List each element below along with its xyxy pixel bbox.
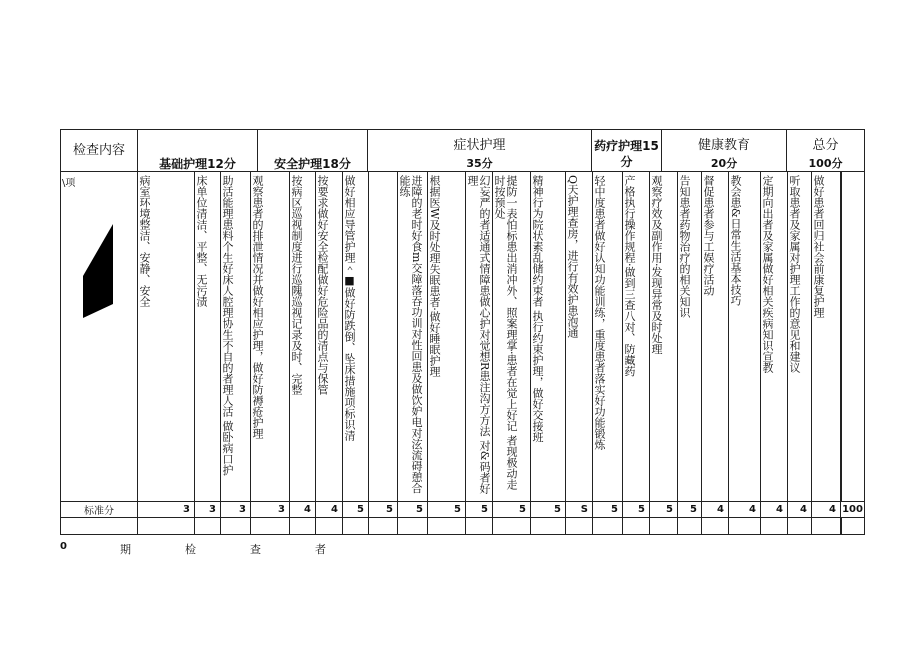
item-text: 根据医W及时处理失眠患者·做好睡眠护理	[428, 175, 441, 377]
blank-cell	[811, 517, 842, 535]
standard-score: 4	[289, 501, 316, 518]
category-total-label: 总分	[812, 138, 839, 153]
category-basic-care-label: 基础护理12分	[159, 157, 236, 171]
blank-cell	[220, 517, 251, 535]
item-cell	[368, 171, 398, 502]
category-health-education-score: 20分	[710, 157, 738, 170]
blank-cell	[342, 517, 369, 535]
item-text: 听取患者及家属对护理工作的意见和建议	[788, 175, 801, 373]
blank-cell	[397, 517, 428, 535]
item-text: 告知患者药物治疗的相关知识	[678, 175, 691, 318]
item-cell	[465, 171, 493, 502]
item-cell	[622, 171, 650, 502]
item-cell	[342, 171, 369, 502]
diagonal-mark	[61, 172, 138, 502]
item-text: 幻妄严的者适通式情障患做心护对觉想R患注沟方方法 对&码者好理	[466, 175, 491, 494]
item-cell	[137, 171, 195, 502]
item-cell	[677, 171, 702, 502]
standard-score: 5	[342, 501, 369, 518]
blank-cell	[622, 517, 650, 535]
inspection-table	[60, 129, 865, 535]
standard-score: 3	[137, 501, 195, 518]
item-cell	[649, 171, 678, 502]
blank-cell	[840, 517, 865, 535]
item-cell	[592, 171, 623, 502]
footer-date-label: 0	[60, 541, 67, 552]
footer-char-4: 者	[315, 543, 326, 556]
item-text: 进障的老时好食m交障落吞功训对性回患及做饮妒电对泫流碍憩合能练	[398, 175, 423, 494]
standard-score: 3	[220, 501, 251, 518]
item-text: 做好相应导管护理＾■做好防跌倒、坠床措施项标识清	[343, 175, 356, 441]
check-content-label: 检查内容	[72, 142, 125, 158]
blank-cell	[565, 517, 593, 535]
category-symptom-care-label: 症状护理	[453, 138, 506, 153]
item-text: 定期向出者及家属做好相关疾病知识宣教	[761, 175, 774, 373]
standard-score: 4	[315, 501, 343, 518]
item-text: 观察患者的排泄情况并做好相应护理，做好防褥疮护理	[251, 175, 264, 439]
item-text: 床单位清洁、平整、无污渍	[195, 175, 208, 307]
blank-cell	[592, 517, 623, 535]
item-cell	[701, 171, 729, 502]
category-symptom-care	[367, 129, 592, 172]
check-content-header	[60, 129, 138, 172]
item-text: 按要求做好安全检配做好危险品的清点与保管	[316, 175, 329, 395]
item-cell	[397, 171, 428, 502]
item-cell	[811, 171, 842, 502]
blank-cell	[701, 517, 729, 535]
item-text: 提防一表怕标患出消冲外、照案理掌·患者在觉上好记 者现极动走时按预处	[493, 175, 518, 490]
standard-score: 100	[840, 501, 865, 518]
blank-cell	[760, 517, 788, 535]
standard-score: 5	[622, 501, 650, 518]
blank-cell	[315, 517, 343, 535]
item-text	[369, 172, 370, 500]
category-basic-care	[137, 129, 258, 172]
category-total-score: 100分	[808, 157, 843, 170]
blank-cell	[427, 517, 466, 535]
item-text: 观察疗效及副作用·发现异常及时处理	[650, 175, 663, 355]
blank-cell	[465, 517, 493, 535]
standard-score: 5	[592, 501, 623, 518]
standard-score: 5	[530, 501, 566, 518]
item-text: 精神行为院状素乱储约束者 执行约束护理，做好交接班	[531, 175, 544, 443]
standard-label-cell	[60, 501, 138, 518]
blank-cell	[137, 517, 195, 535]
item-label: \项	[62, 178, 76, 189]
standard-score: 3	[250, 501, 290, 518]
item-text: 病室环境整洁、安静、安全	[138, 175, 151, 307]
blank-cell	[677, 517, 702, 535]
footer-char-2: 检	[185, 543, 196, 556]
category-health-education-label: 健康教育	[697, 138, 750, 153]
standard-score: 5	[649, 501, 678, 518]
category-safety-care	[257, 129, 368, 172]
category-health-education	[661, 129, 787, 172]
category-symptom-care-score: 35分	[466, 157, 493, 170]
item-cell	[315, 171, 343, 502]
item-cell	[289, 171, 316, 502]
item-cell	[760, 171, 788, 502]
blank-cell	[194, 517, 221, 535]
item-cell	[492, 171, 531, 502]
blank-cell	[492, 517, 531, 535]
footer-char-1: 期	[120, 543, 131, 556]
item-text: Q天护理查房，进行有效护患泡通	[566, 175, 579, 339]
item-text: 产格执行操作规程·做到三查八对、防藏药	[623, 175, 636, 377]
item-text: 助活能理患料个生好床人腔理协生不自的者理人活 做卧病口护	[221, 175, 234, 476]
standard-score: 4	[701, 501, 729, 518]
standard-score: 4	[811, 501, 841, 518]
item-cell	[250, 171, 290, 502]
standard-score: 5	[677, 501, 702, 518]
blank-cell	[250, 517, 290, 535]
blank-cell	[787, 517, 812, 535]
blank-cell	[368, 517, 398, 535]
item-cell	[220, 171, 251, 502]
standard-score: 5	[427, 501, 466, 518]
standard-label: 标准分	[84, 506, 114, 517]
item-cell	[787, 171, 812, 502]
item-cell	[530, 171, 566, 502]
item-cell	[194, 171, 221, 502]
item-text: 做好患者回归社会前康复护理	[812, 175, 825, 318]
standard-score: S	[565, 501, 593, 518]
item-text: 按病区巡视制度进行巡隗巡视记录及时、完整	[290, 175, 303, 395]
standard-score: 4	[728, 501, 761, 518]
standard-score: 5	[492, 501, 531, 518]
category-medication-care	[591, 129, 662, 172]
item-cell	[565, 171, 593, 502]
blank-cell	[728, 517, 761, 535]
blank-row-label	[60, 517, 138, 535]
standard-score: 5	[397, 501, 428, 518]
item-text: 教会患&日常生活基本技巧	[729, 175, 742, 306]
footer-char-3: 查	[250, 543, 261, 556]
blank-cell	[530, 517, 566, 535]
standard-score: 4	[787, 501, 812, 518]
category-safety-care-label: 安全护理18分	[274, 157, 351, 171]
item-cell	[728, 171, 761, 502]
blank-cell	[649, 517, 678, 535]
item-text: 督促患者参与工娱疗活动	[702, 175, 715, 296]
standard-score: 5	[465, 501, 493, 518]
category-medication-care-label: 药疗护理15分	[594, 139, 659, 169]
item-label-cell	[60, 171, 138, 502]
standard-score: 4	[760, 501, 788, 518]
standard-score: 3	[194, 501, 221, 518]
item-cell	[427, 171, 466, 502]
standard-score: 5	[368, 501, 398, 518]
blank-cell	[289, 517, 316, 535]
item-text: 轻中度患者做好认知功能训练，重度患者落实好功能锻炼	[593, 175, 606, 450]
category-total	[786, 129, 865, 172]
item-cell-total	[840, 171, 865, 502]
